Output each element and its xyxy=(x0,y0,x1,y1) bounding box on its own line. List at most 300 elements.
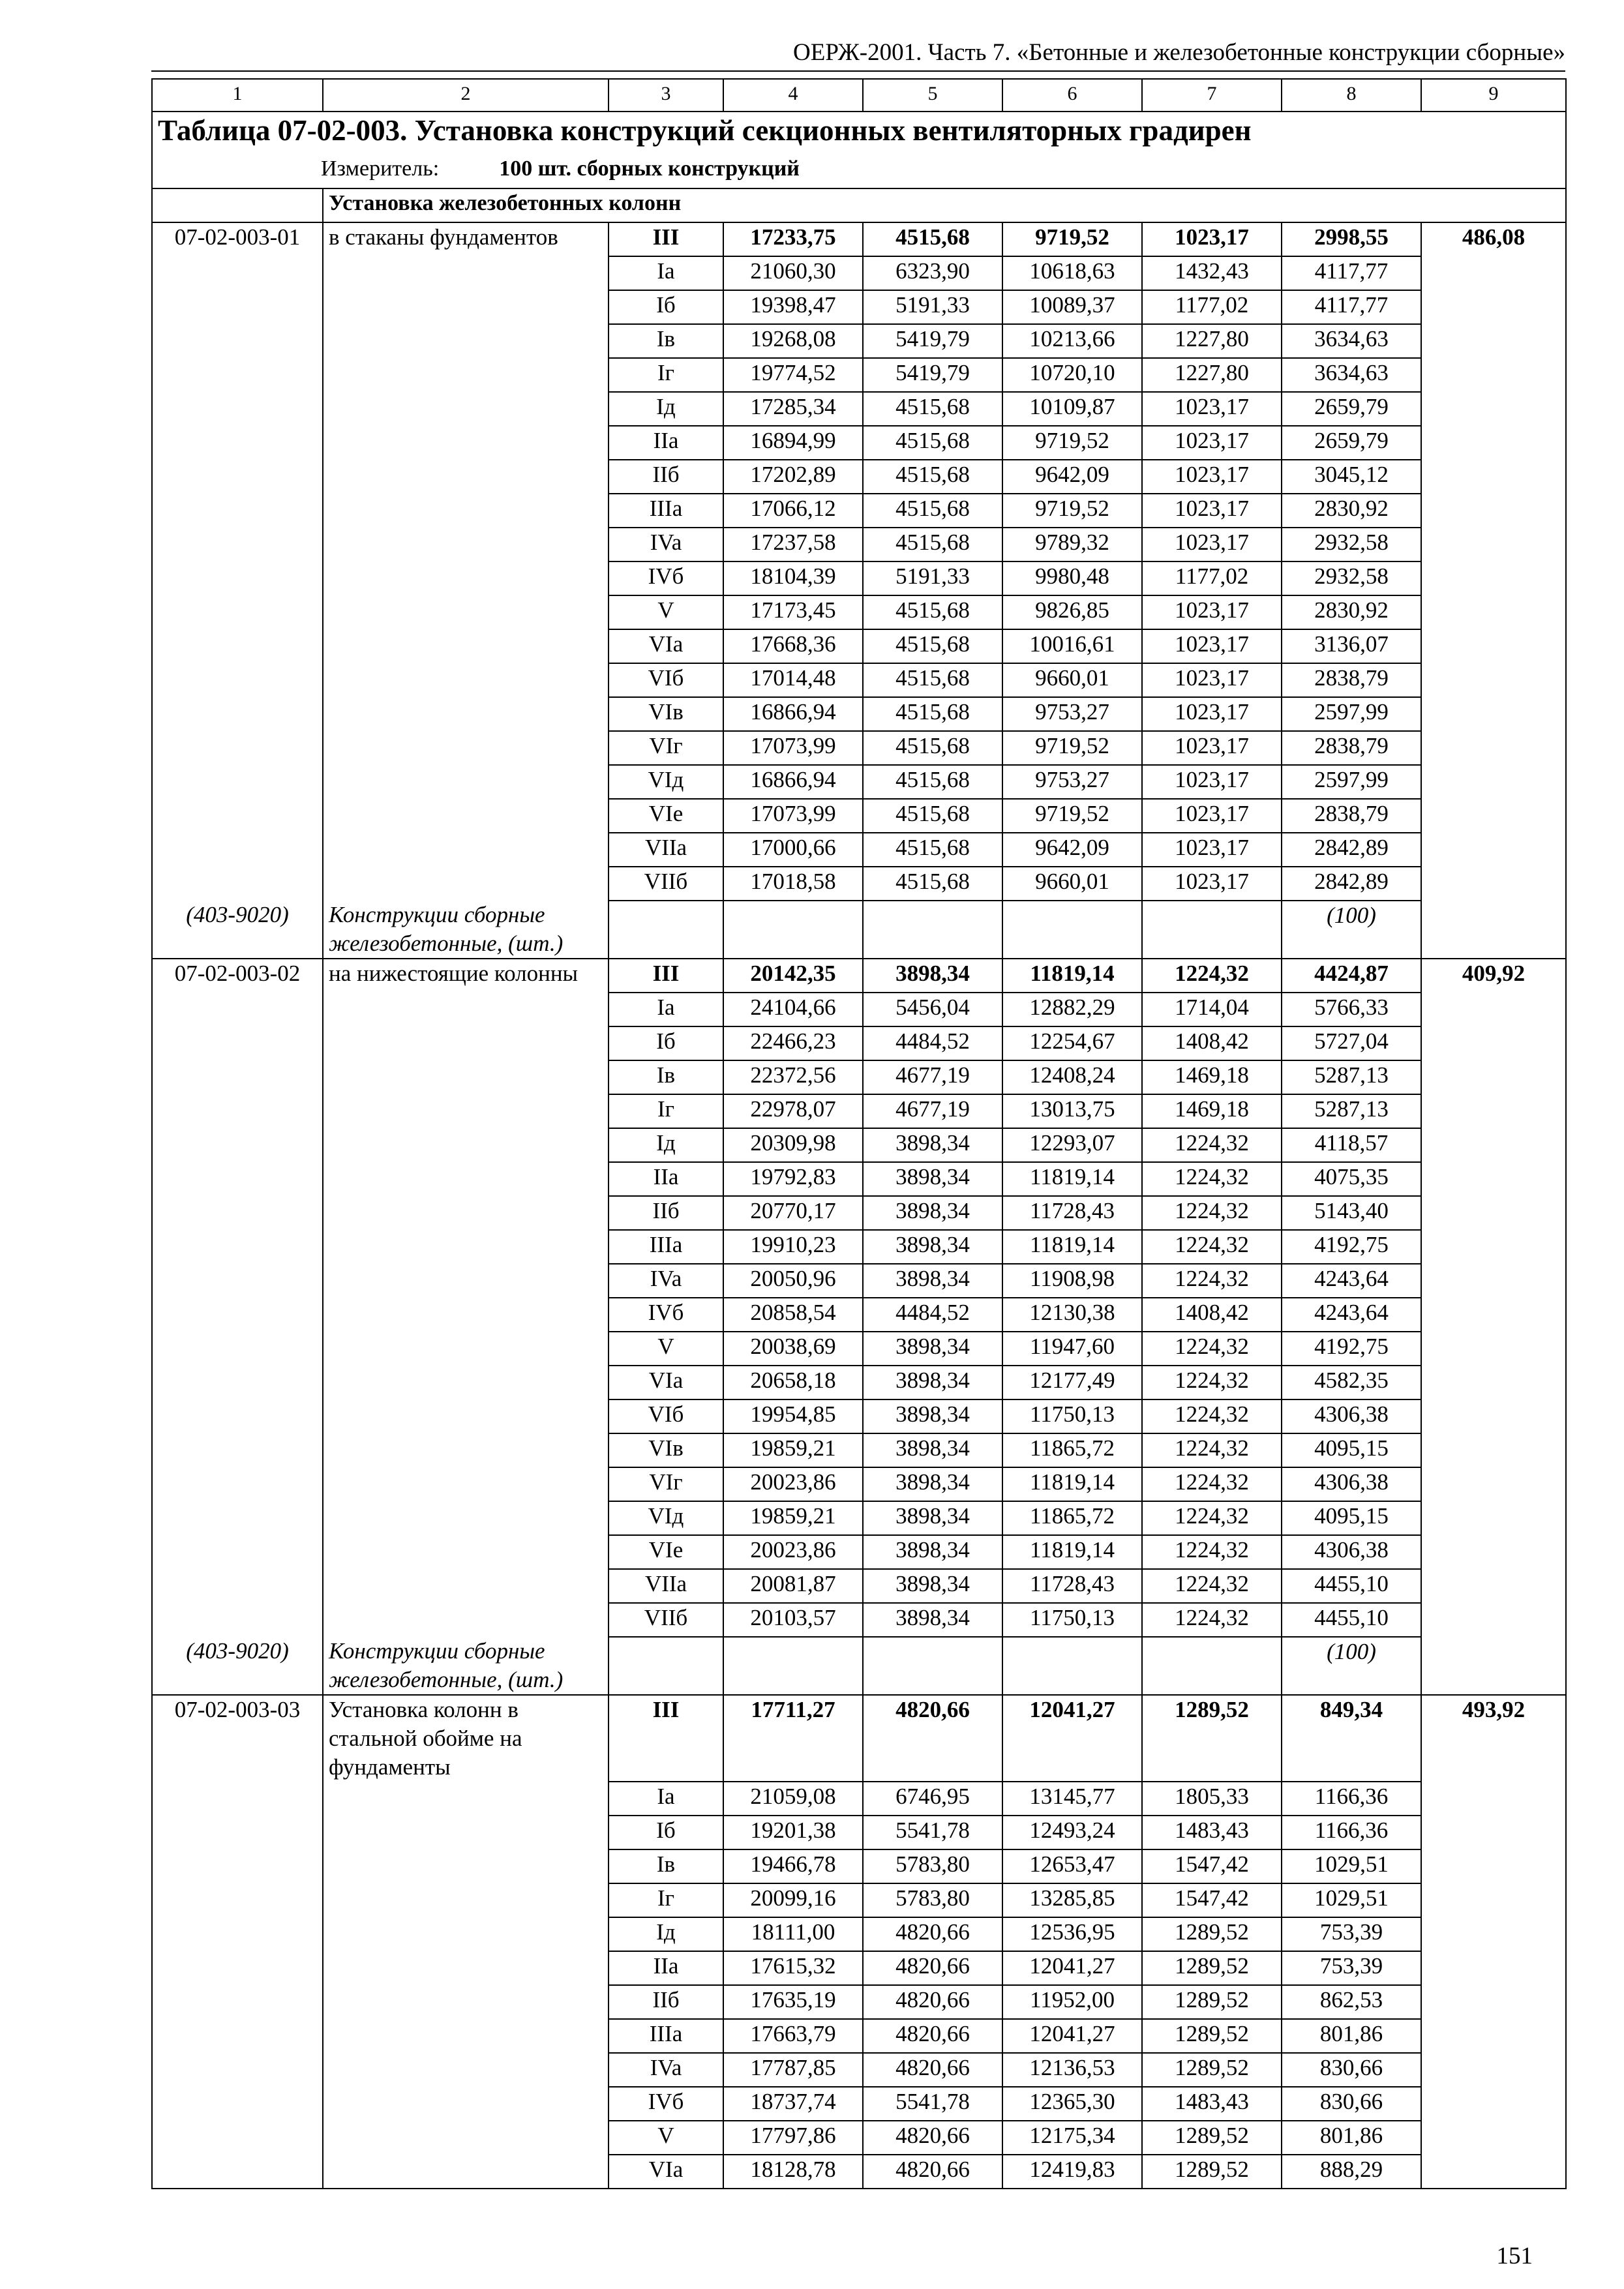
zone-cell: Iб xyxy=(609,1816,723,1849)
table-row xyxy=(152,1060,1566,1094)
rate-name-blank xyxy=(323,765,609,799)
rate-code: 07-02-003-02 xyxy=(152,959,323,993)
value-cell: 1224,32 xyxy=(1142,1264,1282,1298)
value-cell: 4515,68 xyxy=(863,765,1002,799)
value-cell: 17635,19 xyxy=(723,1985,863,2019)
rate-code-blank xyxy=(152,1433,323,1467)
zone-cell: Iд xyxy=(609,1917,723,1951)
value-cell: 3898,34 xyxy=(863,1264,1002,1298)
table-row xyxy=(152,1816,1566,1849)
rate-name-blank xyxy=(323,629,609,663)
value-cell: 4515,68 xyxy=(863,697,1002,731)
value-cell: 1547,42 xyxy=(1142,1883,1282,1917)
value-cell: 4117,77 xyxy=(1282,290,1421,324)
value-cell: 12536,95 xyxy=(1002,1917,1142,1951)
rate-name-blank xyxy=(323,2053,609,2087)
rate-code-blank xyxy=(152,561,323,595)
rate-name-blank xyxy=(323,867,609,901)
value-cell: 849,34 xyxy=(1282,1695,1421,1782)
value-cell: 1289,52 xyxy=(1142,1951,1282,1985)
value-cell: 1023,17 xyxy=(1142,494,1282,528)
section-row xyxy=(152,188,1566,222)
price-blank xyxy=(1421,1637,1566,1695)
price-blank xyxy=(1421,358,1566,392)
rate-code-blank xyxy=(152,494,323,528)
value-cell: 1547,42 xyxy=(1142,1849,1282,1883)
value-cell: 4424,87 xyxy=(1282,959,1421,993)
price-blank xyxy=(1421,1366,1566,1399)
rate-name-blank xyxy=(323,1230,609,1264)
price-blank xyxy=(1421,799,1566,833)
zone-cell: IVб xyxy=(609,2087,723,2121)
value-cell: 1177,02 xyxy=(1142,290,1282,324)
rate-code-blank xyxy=(152,1985,323,2019)
zone-cell: IIб xyxy=(609,460,723,494)
empty-cell xyxy=(863,901,1002,959)
value-cell: 17202,89 xyxy=(723,460,863,494)
rate-code-blank xyxy=(152,629,323,663)
value-cell: 1289,52 xyxy=(1142,1985,1282,2019)
column-number: 4 xyxy=(723,79,863,112)
value-cell: 3634,63 xyxy=(1282,324,1421,358)
value-cell: 2932,58 xyxy=(1282,561,1421,595)
rate-name-blank xyxy=(323,1162,609,1196)
value-cell: 3898,34 xyxy=(863,1162,1002,1196)
value-cell: 3898,34 xyxy=(863,959,1002,993)
price-blank xyxy=(1421,1782,1566,1816)
rate-code-blank xyxy=(152,426,323,460)
zone-cell: Ia xyxy=(609,1782,723,1816)
rate-code-blank xyxy=(152,256,323,290)
value-cell: 17663,79 xyxy=(723,2019,863,2053)
material-code: (403-9020) xyxy=(152,901,323,959)
value-cell: 4677,19 xyxy=(863,1094,1002,1128)
rate-code-blank xyxy=(152,528,323,561)
value-cell: 16866,94 xyxy=(723,765,863,799)
value-cell: 11865,72 xyxy=(1002,1433,1142,1467)
value-cell: 1023,17 xyxy=(1142,697,1282,731)
value-cell: 4243,64 xyxy=(1282,1264,1421,1298)
table-row xyxy=(152,460,1566,494)
value-cell: 4677,19 xyxy=(863,1060,1002,1094)
rate-name-blank xyxy=(323,833,609,867)
value-cell: 19859,21 xyxy=(723,1501,863,1535)
value-cell: 12041,27 xyxy=(1002,1695,1142,1782)
rate-code-blank xyxy=(152,1026,323,1060)
value-cell: 17797,86 xyxy=(723,2121,863,2155)
rate-code-blank xyxy=(152,833,323,867)
rate-name-blank xyxy=(323,1603,609,1637)
value-cell: 1714,04 xyxy=(1142,993,1282,1026)
zone-cell: VIa xyxy=(609,629,723,663)
value-cell: 16866,94 xyxy=(723,697,863,731)
value-cell: 4075,35 xyxy=(1282,1162,1421,1196)
value-cell: 4820,66 xyxy=(863,2121,1002,2155)
value-cell: 17073,99 xyxy=(723,731,863,765)
zone-cell: VIв xyxy=(609,697,723,731)
rate-name-blank xyxy=(323,2155,609,2189)
value-cell: 1023,17 xyxy=(1142,765,1282,799)
column-number: 1 xyxy=(152,79,323,112)
value-cell: 9719,52 xyxy=(1002,222,1142,256)
value-cell: 5143,40 xyxy=(1282,1196,1421,1230)
value-cell: 4820,66 xyxy=(863,1951,1002,1985)
value-cell: 5783,80 xyxy=(863,1883,1002,1917)
value-cell: 1224,32 xyxy=(1142,1128,1282,1162)
zone-cell: VIб xyxy=(609,663,723,697)
material-row xyxy=(152,901,1566,959)
value-cell: 3898,34 xyxy=(863,1196,1002,1230)
value-cell: 4820,66 xyxy=(863,2019,1002,2053)
rate-code-blank xyxy=(152,697,323,731)
value-cell: 4455,10 xyxy=(1282,1569,1421,1603)
price-blank xyxy=(1421,1501,1566,1535)
value-cell: 2597,99 xyxy=(1282,697,1421,731)
value-cell: 4515,68 xyxy=(863,731,1002,765)
price-blank xyxy=(1421,1569,1566,1603)
table-row xyxy=(152,1298,1566,1332)
value-cell: 5727,04 xyxy=(1282,1026,1421,1060)
table-row xyxy=(152,731,1566,765)
rate-name-blank xyxy=(323,1883,609,1917)
empty-cell xyxy=(1142,901,1282,959)
value-cell: 1023,17 xyxy=(1142,460,1282,494)
rate-name-blank xyxy=(323,1782,609,1816)
value-cell: 12408,24 xyxy=(1002,1060,1142,1094)
price-blank xyxy=(1421,629,1566,663)
table-row xyxy=(152,2053,1566,2087)
value-cell: 4243,64 xyxy=(1282,1298,1421,1332)
rate-code-blank xyxy=(152,460,323,494)
price-cell: 493,92 xyxy=(1421,1695,1566,1782)
value-cell: 12041,27 xyxy=(1002,1951,1142,1985)
rate-name: на нижестоящие колонны xyxy=(323,959,609,993)
zone-cell: Iг xyxy=(609,358,723,392)
value-cell: 17018,58 xyxy=(723,867,863,901)
rate-name-blank xyxy=(323,1026,609,1060)
value-cell: 4117,77 xyxy=(1282,256,1421,290)
rate-code-blank xyxy=(152,663,323,697)
value-cell: 20770,17 xyxy=(723,1196,863,1230)
zone-cell: III xyxy=(609,222,723,256)
table-row xyxy=(152,290,1566,324)
value-cell: 5287,13 xyxy=(1282,1060,1421,1094)
rate-code-blank xyxy=(152,1196,323,1230)
zone-cell: IIa xyxy=(609,1162,723,1196)
column-number: 2 xyxy=(323,79,609,112)
value-cell: 6323,90 xyxy=(863,256,1002,290)
value-cell: 9719,52 xyxy=(1002,731,1142,765)
zone-cell: V xyxy=(609,2121,723,2155)
rate-name-blank xyxy=(323,1849,609,1883)
value-cell: 1023,17 xyxy=(1142,222,1282,256)
rate-name-blank xyxy=(323,1433,609,1467)
price-blank xyxy=(1421,595,1566,629)
value-cell: 4820,66 xyxy=(863,2155,1002,2189)
rate-name-blank xyxy=(323,256,609,290)
rate-code-blank xyxy=(152,765,323,799)
value-cell: 4515,68 xyxy=(863,867,1002,901)
value-cell: 5766,33 xyxy=(1282,993,1421,1026)
value-cell: 18111,00 xyxy=(723,1917,863,1951)
value-cell: 1029,51 xyxy=(1282,1849,1421,1883)
rate-name-blank xyxy=(323,1569,609,1603)
table-row xyxy=(152,426,1566,460)
price-blank xyxy=(1421,1535,1566,1569)
price-blank xyxy=(1421,1849,1566,1883)
value-cell: 18104,39 xyxy=(723,561,863,595)
value-cell: 9980,48 xyxy=(1002,561,1142,595)
rate-code-blank xyxy=(152,1849,323,1883)
table-row xyxy=(152,2155,1566,2189)
price-blank xyxy=(1421,1060,1566,1094)
price-blank xyxy=(1421,833,1566,867)
table-row xyxy=(152,697,1566,731)
rate-name-blank xyxy=(323,1467,609,1501)
rate-name-blank xyxy=(323,697,609,731)
rate-name-blank xyxy=(323,1366,609,1399)
value-cell: 2659,79 xyxy=(1282,426,1421,460)
rate-name-blank xyxy=(323,1094,609,1128)
value-cell: 4820,66 xyxy=(863,2053,1002,2087)
table-row xyxy=(152,1094,1566,1128)
rate-code-blank xyxy=(152,2121,323,2155)
rate-code-blank xyxy=(152,1816,323,1849)
running-header: ОЕРЖ-2001. Часть 7. «Бетонные и железобетонные конструкции сборные» xyxy=(151,38,1565,72)
rate-code-blank xyxy=(152,324,323,358)
table-row xyxy=(152,1332,1566,1366)
rate-name-blank xyxy=(323,1399,609,1433)
value-cell: 10016,61 xyxy=(1002,629,1142,663)
zone-cell: VIIa xyxy=(609,1569,723,1603)
material-qty: (100) xyxy=(1282,1637,1421,1695)
value-cell: 22978,07 xyxy=(723,1094,863,1128)
value-cell: 20081,87 xyxy=(723,1569,863,1603)
table-row xyxy=(152,1467,1566,1501)
table-row xyxy=(152,2121,1566,2155)
zone-cell: VIIб xyxy=(609,867,723,901)
price-blank xyxy=(1421,1230,1566,1264)
value-cell: 2659,79 xyxy=(1282,392,1421,426)
value-cell: 3898,34 xyxy=(863,1467,1002,1501)
empty-cell xyxy=(723,1637,863,1695)
value-cell: 20858,54 xyxy=(723,1298,863,1332)
value-cell: 17000,66 xyxy=(723,833,863,867)
value-cell: 4820,66 xyxy=(863,1917,1002,1951)
empty-cell xyxy=(863,1637,1002,1695)
value-cell: 1023,17 xyxy=(1142,595,1282,629)
table-row xyxy=(152,1569,1566,1603)
value-cell: 9642,09 xyxy=(1002,833,1142,867)
price-blank xyxy=(1421,1985,1566,2019)
table-row xyxy=(152,392,1566,426)
value-cell: 21060,30 xyxy=(723,256,863,290)
rate-name-blank xyxy=(323,1535,609,1569)
section-title: Установка железобетонных колонн xyxy=(323,188,1566,222)
value-cell: 1023,17 xyxy=(1142,833,1282,867)
value-cell: 5287,13 xyxy=(1282,1094,1421,1128)
value-cell: 4820,66 xyxy=(863,1695,1002,1782)
value-cell: 21059,08 xyxy=(723,1782,863,1816)
value-cell: 3898,34 xyxy=(863,1366,1002,1399)
zone-cell: IVa xyxy=(609,528,723,561)
table-row xyxy=(152,1695,1566,1782)
rate-name-blank xyxy=(323,392,609,426)
value-cell: 1289,52 xyxy=(1142,2155,1282,2189)
value-cell: 17285,34 xyxy=(723,392,863,426)
rate-code-blank xyxy=(152,1264,323,1298)
rate-code-blank xyxy=(152,1501,323,1535)
value-cell: 20050,96 xyxy=(723,1264,863,1298)
value-cell: 1408,42 xyxy=(1142,1026,1282,1060)
value-cell: 5191,33 xyxy=(863,561,1002,595)
rate-name-blank xyxy=(323,1264,609,1298)
value-cell: 20023,86 xyxy=(723,1535,863,1569)
zone-cell: VIIб xyxy=(609,1603,723,1637)
value-cell: 1224,32 xyxy=(1142,1535,1282,1569)
rate-name-blank xyxy=(323,494,609,528)
value-cell: 3898,34 xyxy=(863,1128,1002,1162)
rate-name-blank xyxy=(323,358,609,392)
value-cell: 17668,36 xyxy=(723,629,863,663)
value-cell: 1224,32 xyxy=(1142,1467,1282,1501)
rate-code-blank xyxy=(152,1094,323,1128)
column-number: 5 xyxy=(863,79,1002,112)
price-blank xyxy=(1421,1332,1566,1366)
table-row xyxy=(152,494,1566,528)
value-cell: 3045,12 xyxy=(1282,460,1421,494)
rate-code-blank xyxy=(152,1366,323,1399)
rate-code-blank xyxy=(152,1399,323,1433)
measure-row xyxy=(152,154,1566,188)
value-cell: 5456,04 xyxy=(863,993,1002,1026)
value-cell: 19466,78 xyxy=(723,1849,863,1883)
value-cell: 1408,42 xyxy=(1142,1298,1282,1332)
zone-cell: IVa xyxy=(609,1264,723,1298)
value-cell: 1289,52 xyxy=(1142,2053,1282,2087)
value-cell: 20103,57 xyxy=(723,1603,863,1637)
zone-cell: Iв xyxy=(609,324,723,358)
value-cell: 18128,78 xyxy=(723,2155,863,2189)
rate-code-blank xyxy=(152,799,323,833)
zone-cell: VIIa xyxy=(609,833,723,867)
value-cell: 11865,72 xyxy=(1002,1501,1142,1535)
table-row xyxy=(152,358,1566,392)
rate-code-blank xyxy=(152,2087,323,2121)
value-cell: 1224,32 xyxy=(1142,1603,1282,1637)
value-cell: 2842,89 xyxy=(1282,833,1421,867)
value-cell: 12254,67 xyxy=(1002,1026,1142,1060)
rate-code-blank xyxy=(152,1230,323,1264)
empty-cell xyxy=(609,901,723,959)
zone-cell: IIб xyxy=(609,1196,723,1230)
value-cell: 5419,79 xyxy=(863,324,1002,358)
zone-cell: IIб xyxy=(609,1985,723,2019)
rate-code-blank xyxy=(152,290,323,324)
rate-name-blank xyxy=(323,595,609,629)
zone-cell: IVa xyxy=(609,2053,723,2087)
rate-name-blank xyxy=(323,528,609,561)
zone-cell: VIг xyxy=(609,731,723,765)
zone-cell: IVб xyxy=(609,561,723,595)
value-cell: 862,53 xyxy=(1282,1985,1421,2019)
rate-name-blank xyxy=(323,1951,609,1985)
value-cell: 4515,68 xyxy=(863,663,1002,697)
column-number: 6 xyxy=(1002,79,1142,112)
price-blank xyxy=(1421,2121,1566,2155)
table-row xyxy=(152,2019,1566,2053)
zone-cell: VIб xyxy=(609,1399,723,1433)
rate-name: Установка колонн в стальной обойме на фундаменты xyxy=(323,1695,609,1782)
value-cell: 1177,02 xyxy=(1142,561,1282,595)
value-cell: 12419,83 xyxy=(1002,2155,1142,2189)
column-number: 8 xyxy=(1282,79,1421,112)
empty-cell xyxy=(723,901,863,959)
value-cell: 1224,32 xyxy=(1142,959,1282,993)
empty-cell xyxy=(1002,901,1142,959)
price-blank xyxy=(1421,1094,1566,1128)
table-row xyxy=(152,993,1566,1026)
zone-cell: Iг xyxy=(609,1883,723,1917)
value-cell: 22466,23 xyxy=(723,1026,863,1060)
value-cell: 2932,58 xyxy=(1282,528,1421,561)
value-cell: 830,66 xyxy=(1282,2087,1421,2121)
zone-cell: VIв xyxy=(609,1433,723,1467)
value-cell: 1289,52 xyxy=(1142,2019,1282,2053)
rate-code: 07-02-003-01 xyxy=(152,222,323,256)
price-blank xyxy=(1421,2087,1566,2121)
price-blank xyxy=(1421,2053,1566,2087)
value-cell: 3898,34 xyxy=(863,1399,1002,1433)
value-cell: 2838,79 xyxy=(1282,663,1421,697)
price-blank xyxy=(1421,460,1566,494)
price-blank xyxy=(1421,867,1566,901)
column-number: 3 xyxy=(609,79,723,112)
value-cell: 18737,74 xyxy=(723,2087,863,2121)
value-cell: 9660,01 xyxy=(1002,867,1142,901)
value-cell: 4820,66 xyxy=(863,1985,1002,2019)
rate-name-blank xyxy=(323,426,609,460)
value-cell: 1469,18 xyxy=(1142,1094,1282,1128)
value-cell: 20023,86 xyxy=(723,1467,863,1501)
rate-name-blank xyxy=(323,1816,609,1849)
material-code: (403-9020) xyxy=(152,1637,323,1695)
price-blank xyxy=(1421,1128,1566,1162)
value-cell: 4192,75 xyxy=(1282,1230,1421,1264)
value-cell: 6746,95 xyxy=(863,1782,1002,1816)
value-cell: 5419,79 xyxy=(863,358,1002,392)
zone-cell: IIIa xyxy=(609,1230,723,1264)
price-blank xyxy=(1421,1883,1566,1917)
value-cell: 10089,37 xyxy=(1002,290,1142,324)
table-row xyxy=(152,2087,1566,2121)
table-row xyxy=(152,1535,1566,1569)
rate-code-blank xyxy=(152,392,323,426)
rate-code-blank xyxy=(152,731,323,765)
zone-cell: III xyxy=(609,959,723,993)
value-cell: 5541,78 xyxy=(863,2087,1002,2121)
value-cell: 3634,63 xyxy=(1282,358,1421,392)
value-cell: 2998,55 xyxy=(1282,222,1421,256)
value-cell: 888,29 xyxy=(1282,2155,1421,2189)
price-blank xyxy=(1421,993,1566,1026)
price-blank xyxy=(1421,528,1566,561)
value-cell: 10109,87 xyxy=(1002,392,1142,426)
column-number: 7 xyxy=(1142,79,1282,112)
measure-label: Измеритель: xyxy=(321,157,440,181)
value-cell: 11819,14 xyxy=(1002,1535,1142,1569)
value-cell: 11819,14 xyxy=(1002,1162,1142,1196)
